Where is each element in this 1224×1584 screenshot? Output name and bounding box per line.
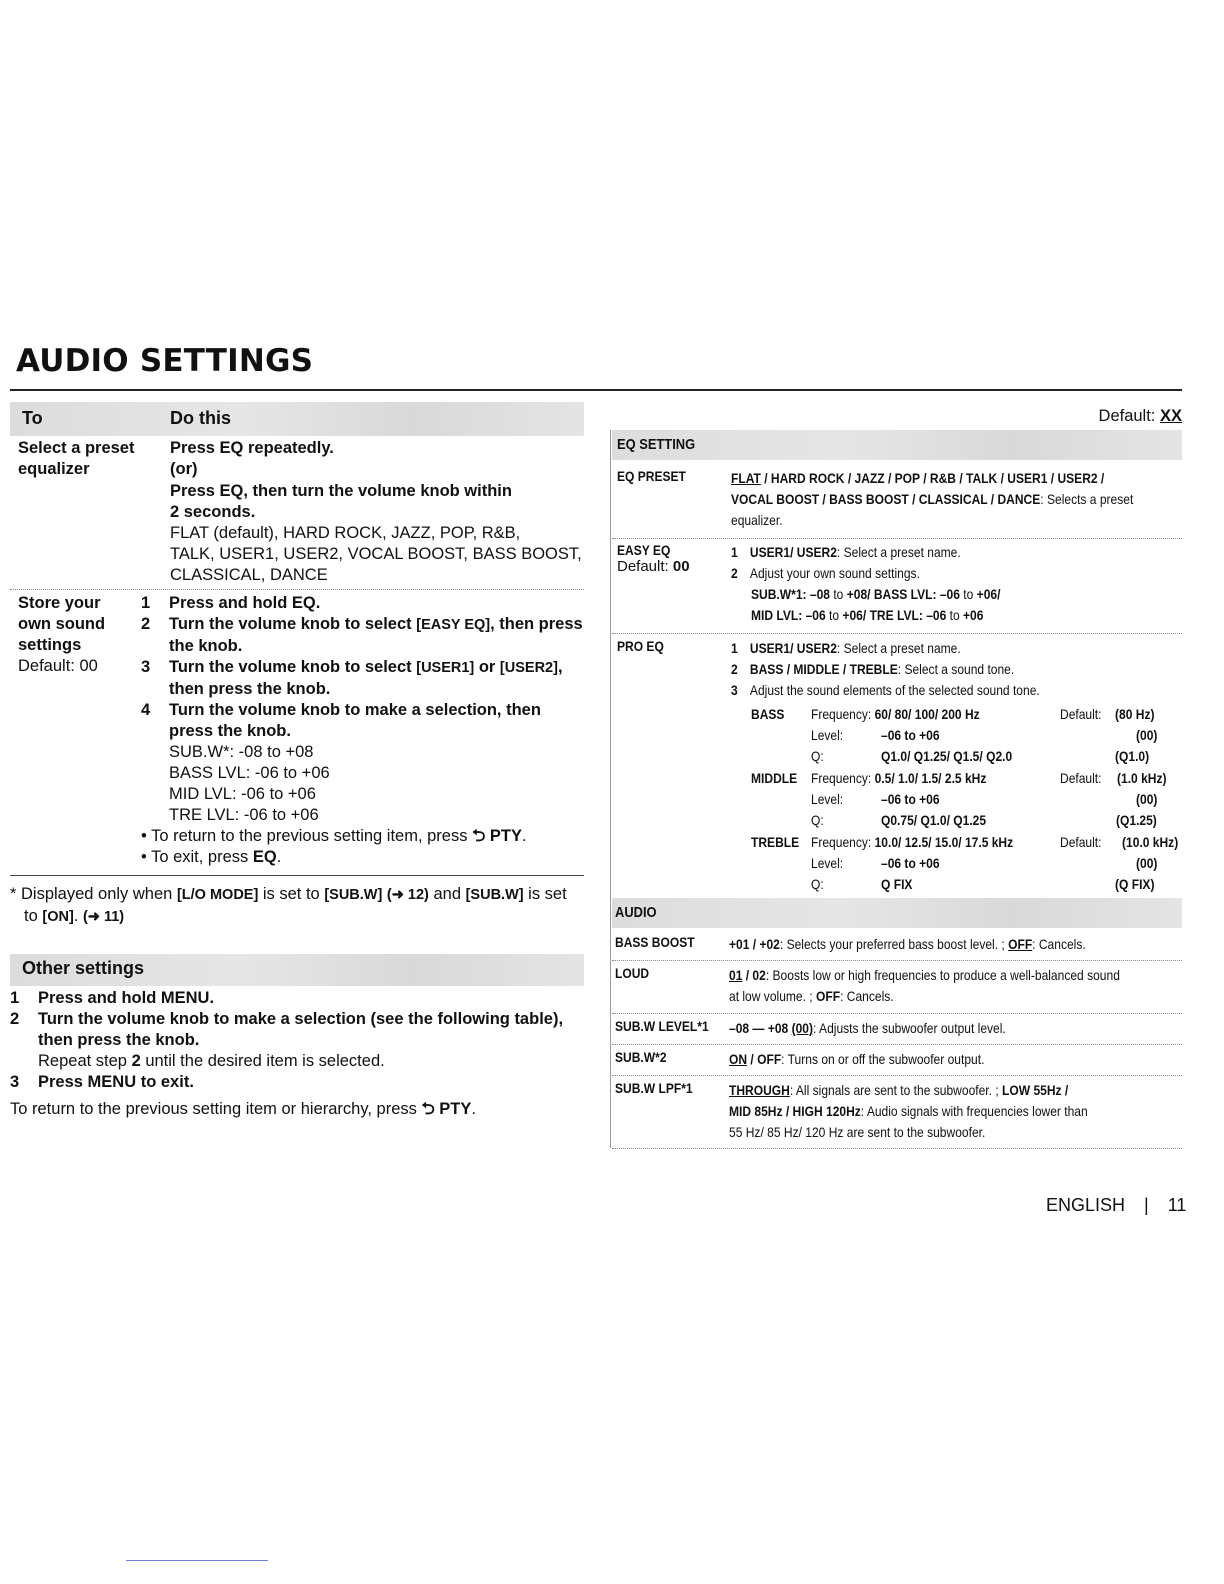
setting-label-subw-lpf: SUB.W LPF*1 [615,1080,693,1096]
setting-label-subw: SUB.W*2 [615,1049,667,1065]
treble-level: –06 to +06 [881,855,940,871]
loud-line1: 01 / 02: Boosts low or high frequencies to produce a well-balanced sound [729,967,1120,983]
other-step-2: 2 Turn the volume knob to make a selection (see the following table), [10,1010,564,1028]
row-label-select-preset [18,438,134,480]
label-line: equalizer [18,460,90,478]
treble-q-default: (Q FIX) [1115,876,1155,892]
bullet-return: • To return to the previous setting item, press ⮌ PTY. [141,827,527,845]
step-4: 4 Turn the volume knob to make a selection, then [141,701,541,719]
bullet-exit: • To exit, press EQ. [141,848,282,866]
bass-frequency-default: (80 Hz) [1115,706,1155,722]
pro-eq-tone-grid [751,704,1181,894]
subw-level-description: –08 — +08 (00): Adjusts the subwoofer output level. [729,1020,1006,1036]
treble-q: Q FIX [881,876,913,892]
row-divider [612,1013,1182,1014]
easy-eq-step-1: 1 USER1/ USER2: Select a preset name. [731,544,961,560]
other-return-note: To return to the previous setting item or hierarchy, press ⮌ PTY. [10,1100,476,1118]
label-default: Default: 00 [18,657,98,675]
row1-line3: 2 seconds. [170,503,256,521]
middle-q: Q0.75/ Q1.0/ Q1.25 [881,812,987,828]
sub-range-mid: MID LVL: -06 to +06 [169,785,316,803]
loud-description [729,965,1181,1007]
row1-list3: CLASSICAL, DANCE [170,566,328,584]
easy-eq-description [731,542,1181,626]
bass-level-default: (00) [1136,727,1158,743]
subw-description: ON / OFF: Turns on or off the subwoofer output. [729,1051,985,1067]
easy-eq-range1: SUB.W*1: –08 to +08/ BASS LVL: –06 to +06/ [751,586,1001,602]
footer-separator: | [1144,1195,1149,1215]
eq-setting-section-title: EQ SETTING [617,436,696,453]
bass-level: –06 to +06 [881,727,940,743]
sub-range-tre: TRE LVL: -06 to +06 [169,806,319,824]
title-rule [10,389,1182,391]
footer-language: ENGLISH [1046,1195,1126,1215]
pro-eq-step-3: 3 Adjust the sound elements of the selected sound tone. [731,682,1040,698]
middle-level: –06 to +06 [881,791,940,807]
audio-section-bar [612,898,1182,928]
tone-middle: MIDDLE [751,770,798,786]
bass-boost-description: +01 / +02: Selects your preferred bass boost level. ; OFF: Cancels. [729,936,1086,952]
row-divider [612,633,1182,634]
row-divider [612,1044,1182,1045]
setting-label-pro-eq: PRO EQ [617,638,664,654]
right-table-left-border [610,430,611,1148]
row1-line1: Press EQ repeatedly. [170,439,334,457]
subw-lpf-line2: MID 85Hz / HIGH 120Hz: Audio signals with frequencies lower than [729,1103,1088,1119]
loud-line2: at low volume. ; OFF: Cancels. [729,988,894,1004]
label-line: Select a preset [18,439,135,457]
eq-preset-line2: VOCAL BOOST / BASS BOOST / CLASSICAL / DANCE: Selects a preset [731,491,1134,507]
eq-preset-description [731,468,1181,531]
right-default-legend: Default: XX [1098,407,1182,425]
step-3-cont: then press the knob. [169,680,331,698]
page-title: AUDIO SETTINGS [16,343,314,379]
page-footer [1046,1195,1186,1216]
treble-level-label: Level: [811,855,844,871]
step-1: 1 Press and hold EQ. [141,594,321,612]
step-3: 3 Turn the volume knob to select [USER1] or [USER2], [141,658,563,676]
pro-eq-step-1: 1 USER1/ USER2: Select a preset name. [731,640,961,656]
right-table-bottom-rule [612,1148,1182,1149]
return-back-icon: ⮌ [472,827,486,845]
other-step-3: 3 Press MENU to exit. [10,1073,194,1091]
row1-line2: Press EQ, then turn the volume knob within [170,482,512,500]
step-2-cont: the knob. [169,637,243,655]
footnote-line1: * Displayed only when [L/O MODE] is set to [SUB.W] (➜ 12) and [SUB.W] is set [10,885,567,903]
setting-label-bass-boost: BASS BOOST [615,934,695,950]
label-line: own sound [18,615,106,633]
bass-q-default: (Q1.0) [1115,748,1150,764]
left-table-header [10,402,584,436]
footer-page-number: 11 [1167,1195,1187,1215]
row-divider [612,1075,1182,1076]
col-header-to: To [22,408,43,428]
other-settings-title: Other settings [22,958,145,978]
eq-preset-line3: equalizer. [731,512,783,528]
eq-preset-line1: FLAT / HARD ROCK / JAZZ / POP / R&B / TALK / USER1 / USER2 / [731,470,1105,486]
tone-bass: BASS [751,706,785,722]
row-divider [612,538,1182,539]
row1-list2: TALK, USER1, USER2, VOCAL BOOST, BASS BOOST, [170,545,582,563]
row1-instructions [170,438,585,586]
setting-label-easy-eq: EASY EQ Default: 00 [617,542,690,575]
middle-level-default: (00) [1136,791,1158,807]
middle-frequency-default-label: Default: [1060,770,1102,786]
subw-lpf-description [729,1080,1181,1143]
pro-eq-step-2: 2 BASS / MIDDLE / TREBLE: Select a sound tone. [731,661,1015,677]
bass-frequency: Frequency: 60/ 80/ 100/ 200 Hz [811,706,980,722]
middle-level-label: Level: [811,791,844,807]
audio-section-title: AUDIO [615,904,657,921]
col-header-do-this: Do this [170,408,231,428]
setting-label-loud: LOUD [615,965,650,981]
other-step-2-cont: then press the knob. [38,1031,200,1049]
bass-level-label: Level: [811,727,844,743]
treble-q-label: Q: [811,876,824,892]
row1-or: (or) [170,460,198,478]
middle-q-default: (Q1.25) [1115,812,1157,828]
middle-frequency-default: (1.0 kHz) [1117,770,1167,786]
sub-range-bass: BASS LVL: -06 to +06 [169,764,330,782]
tone-treble: TREBLE [751,834,800,850]
setting-label-eq-preset: EQ PRESET [617,468,686,484]
subw-lpf-line3: 55 Hz/ 85 Hz/ 120 Hz are sent to the subwoofer. [729,1124,986,1140]
other-settings-steps [10,988,600,1120]
left-table-bottom-rule [10,875,584,876]
row1-list1: FLAT (default), HARD ROCK, JAZZ, POP, R&B, [170,524,521,542]
other-step-2-note: Repeat step 2 until the desired item is selected. [38,1052,385,1070]
scan-artifact-line [126,1560,268,1561]
middle-frequency: Frequency: 0.5/ 1.0/ 1.5/ 2.5 kHz [811,770,987,786]
treble-level-default: (00) [1136,855,1158,871]
label-line: Store your [18,594,101,612]
treble-frequency: Frequency: 10.0/ 12.5/ 15.0/ 17.5 kHz [811,834,1014,850]
easy-eq-step-2: 2 Adjust your own sound settings. [731,565,920,581]
other-step-1: 1 Press and hold MENU. [10,989,215,1007]
row-divider [10,589,584,590]
footnote [10,884,590,928]
bass-q: Q1.0/ Q1.25/ Q1.5/ Q2.0 [881,748,1013,764]
footnote-line2: to [ON]. (➜ 11) [24,907,125,925]
bass-q-label: Q: [811,748,824,764]
easy-eq-range2: MID LVL: –06 to +06/ TRE LVL: –06 to +06 [751,607,984,623]
return-back-icon: ⮌ [421,1100,435,1118]
treble-frequency-default-label: Default: [1060,834,1102,850]
setting-label-subw-level: SUB.W LEVEL*1 [615,1018,709,1034]
step-2: 2 Turn the volume knob to select [EASY EQ], then press [141,615,583,633]
row-divider [612,960,1182,961]
subw-lpf-line1: THROUGH: All signals are sent to the subwoofer. ; LOW 55Hz / [729,1082,1069,1098]
treble-frequency-default: (10.0 kHz) [1121,834,1178,850]
label-line: settings [18,636,82,654]
bass-frequency-default-label: Default: [1060,706,1102,722]
step-4-cont: press the knob. [169,722,291,740]
sub-range-subw: SUB.W*: -08 to +08 [169,743,314,761]
pro-eq-description [731,638,1181,701]
row2-steps [141,593,586,868]
row-label-store-sound [18,593,105,677]
middle-q-label: Q: [811,812,824,828]
